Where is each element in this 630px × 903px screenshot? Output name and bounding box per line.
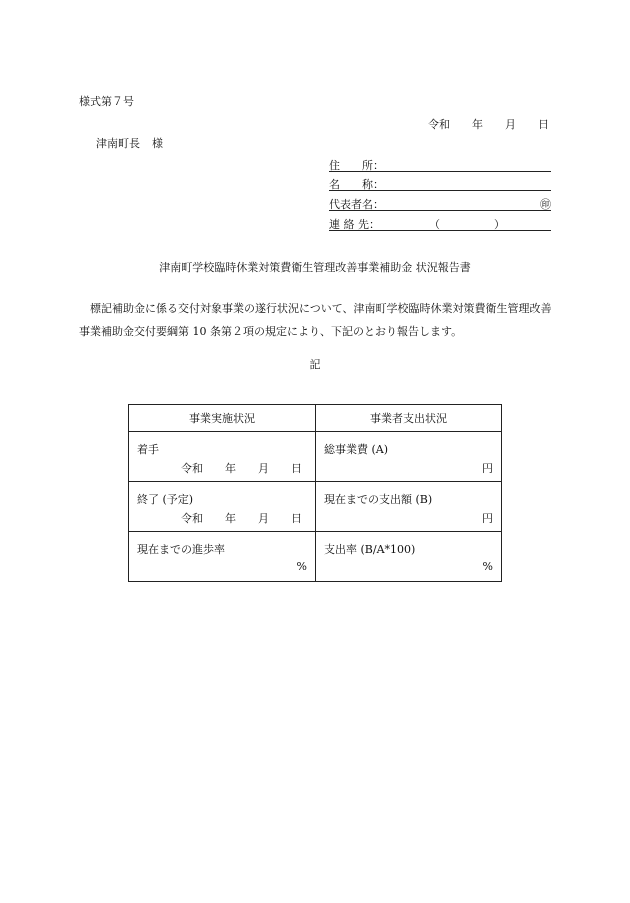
company-name-label: 名 称： [329, 178, 384, 191]
table-row [129, 532, 502, 582]
end-month: 月 [258, 512, 269, 525]
seal-icon: ㊞ [540, 198, 551, 211]
table-row [129, 482, 502, 532]
expenditure-cell[interactable] [316, 482, 502, 532]
start-month: 月 [258, 462, 269, 475]
representative-label: 代表者名： [329, 198, 384, 211]
company-name-field[interactable] [329, 174, 551, 191]
total-cost-unit: 円 [482, 462, 493, 475]
date-era: 令和 [428, 118, 450, 131]
addressee [96, 138, 163, 149]
expenditure-rate-label: 支出率 (B/A*100) [324, 543, 416, 556]
ki-heading: 記 [309, 358, 321, 371]
expenditure-label: 現在までの支出額 (B) [324, 493, 433, 506]
total-cost-label: 総事業費 (A) [324, 443, 389, 456]
date-year: 年 [472, 118, 483, 131]
form-number: 様式第７号 [79, 95, 134, 108]
contact-field[interactable] [329, 214, 551, 231]
end-date [181, 510, 302, 526]
progress-rate-unit: % [296, 560, 307, 573]
status-table [128, 404, 502, 582]
start-year: 年 [225, 462, 236, 475]
start-date [181, 460, 302, 476]
expenditure-rate-unit: % [482, 560, 493, 573]
total-cost-cell[interactable] [316, 432, 502, 482]
report-date [428, 119, 549, 130]
addressee-honorific: 様 [152, 137, 163, 150]
end-label: 終了 (予定) [137, 493, 194, 506]
end-era: 令和 [181, 512, 203, 525]
addressee-name: 津南町長 [96, 137, 140, 150]
date-day: 日 [538, 118, 549, 131]
contact-label: 連 絡 先： [329, 218, 380, 231]
contact-paren-open: （ [429, 218, 440, 231]
header-implementation: 事業実施状況 [129, 405, 316, 432]
end-date-cell[interactable] [129, 482, 316, 532]
document-title: 津南町学校臨時休業対策費衛生管理改善事業補助金 状況報告書 [159, 261, 471, 274]
representative-field[interactable] [329, 194, 551, 211]
start-era: 令和 [181, 462, 203, 475]
address-label: 住 所： [329, 159, 384, 172]
expenditure-unit: 円 [482, 512, 493, 525]
expenditure-rate-cell[interactable] [316, 532, 502, 582]
start-date-cell[interactable] [129, 432, 316, 482]
table-row [129, 432, 502, 482]
progress-rate-cell[interactable] [129, 532, 316, 582]
contact-paren-close: ） [494, 218, 505, 231]
start-day: 日 [291, 462, 302, 475]
body-paragraph: 標記補助金に係る交付対象事業の遂行状況について、津南町学校臨時休業対策費衛生管理改善事業補助金交付要綱第 10 条第２項の規定により、下記のとおり報告します。 [79, 302, 552, 338]
header-expenditure: 事業者支出状況 [316, 405, 502, 432]
end-year: 年 [225, 512, 236, 525]
start-label: 着手 [137, 443, 159, 456]
table-header-row [129, 405, 502, 432]
date-month: 月 [505, 118, 516, 131]
address-field[interactable] [329, 155, 551, 172]
progress-rate-label: 現在までの進歩率 [137, 543, 225, 556]
end-day: 日 [291, 512, 302, 525]
